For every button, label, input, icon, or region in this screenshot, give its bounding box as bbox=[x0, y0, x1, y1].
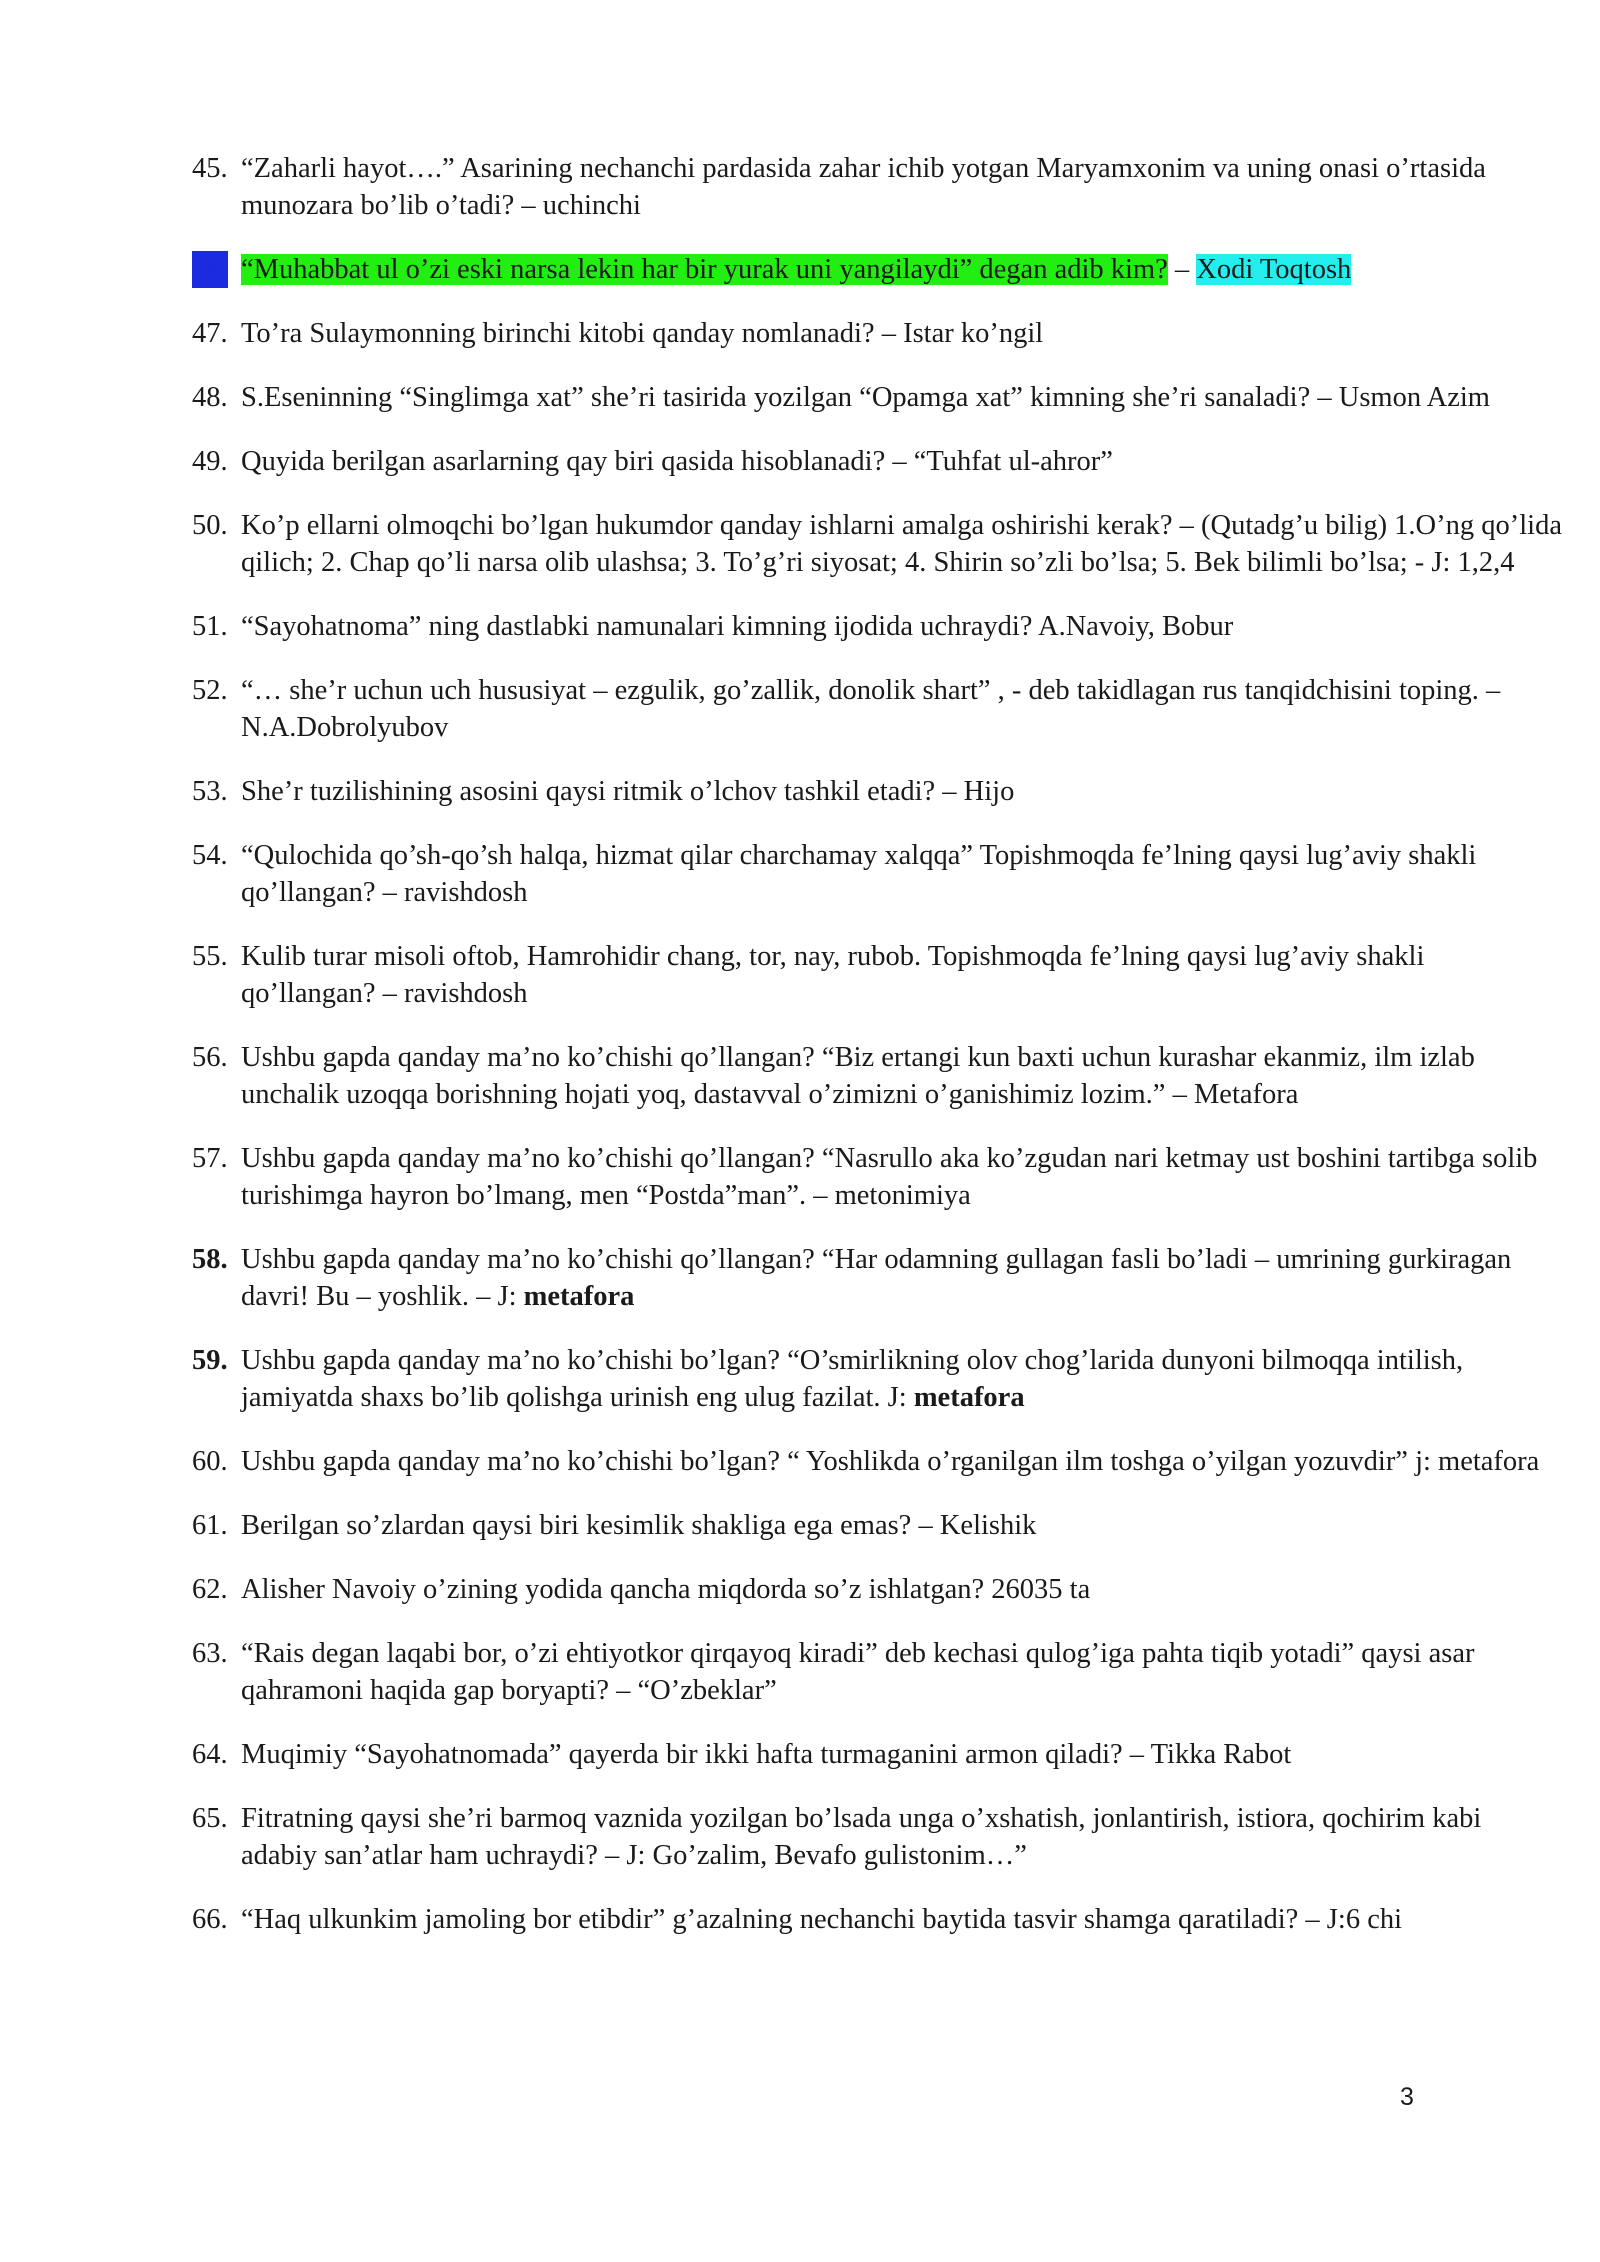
question-text: Berilgan so’zlardan qaysi biri kesimlik shakliga ega emas? – Kelishik bbox=[241, 1510, 1037, 1541]
question-item bbox=[192, 1800, 1562, 1874]
question-number: 49. bbox=[192, 446, 228, 477]
question-item bbox=[192, 1039, 1562, 1113]
question-text: “Rais degan laqabi bor, o’zi ehtiyotkor qirqayoq kiradi” deb kechasi qulog’iga pahta tiqib yotadi” qaysi asar qahramoni haqida gap boryapti? – “O’zbeklar” bbox=[241, 1638, 1475, 1706]
question-number: 63. bbox=[192, 1638, 228, 1669]
question-text: “Haq ulkunkim jamoling bor etibdir” g’azalning nechanchi baytida tasvir shamga qaratiladi? – J:6 chi bbox=[241, 1904, 1403, 1935]
question-list bbox=[192, 150, 1562, 1965]
question-text: Ushbu gapda qanday ma’no ko’chishi qo’llangan? “Biz ertangi kun baxti uchun kurashar ekanmiz, ilm izlab unchalik uzoqqa borishning hojati yoq, dastavval o’zimizni o’ganishimiz lozim.” – Metafora bbox=[241, 1042, 1475, 1110]
question-number: 62. bbox=[192, 1574, 228, 1605]
question-item bbox=[192, 443, 1562, 480]
question-item bbox=[192, 938, 1562, 1012]
question-number: 47. bbox=[192, 318, 228, 349]
question-item bbox=[192, 1901, 1562, 1938]
question-text: Fitratning qaysi she’ri barmoq vaznida yozilgan bo’lsada unga o’xshatish, jonlantirish, istiora, qochirim kabi adabiy san’atlar ham uchraydi? – J: Go’zalim, Bevafo gulistonim…” bbox=[241, 1803, 1482, 1871]
page-number: 3 bbox=[1400, 2083, 1414, 2111]
question-text: “Zaharli hayot….” Asarining nechanchi pardasida zahar ichib yotgan Maryamxonim va uning onasi o’rtasida munozara bo’lib o’tadi? – uchinchi bbox=[241, 153, 1486, 221]
question-text: “Qulochida qo’sh-qo’sh halqa, hizmat qilar charchamay xalqqa” Topishmoqda fe’lning qaysi lug’aviy shakli qo’llangan? – ravishdosh bbox=[241, 840, 1477, 908]
question-number: 50. bbox=[192, 510, 228, 541]
question-number: 56. bbox=[192, 1042, 228, 1073]
question-text: S.Eseninning “Singlimga xat” she’ri tasirida yozilgan “Opamga xat” kimning she’ri sanaladi? – Usmon Azim bbox=[241, 382, 1490, 413]
question-number: 52. bbox=[192, 675, 228, 706]
question-item bbox=[192, 608, 1562, 645]
question-item bbox=[192, 1443, 1562, 1480]
question-text: Ushbu gapda qanday ma’no ko’chishi qo’llangan? “Nasrullo aka ko’zgudan nari ketmay ust boshini tartibga solib turishimga hayron bo’lmang, men “Postda”man”. – metonimiya bbox=[241, 1143, 1538, 1211]
question-number: 58. bbox=[192, 1244, 228, 1275]
question-answer: metafora bbox=[913, 1382, 1025, 1413]
question-number: 61. bbox=[192, 1510, 228, 1541]
question-item bbox=[192, 315, 1562, 352]
question-text: “Sayohatnoma” ning dastlabki namunalari kimning ijodida uchraydi? A.Navoiy, Bobur bbox=[241, 611, 1234, 642]
question-text: To’ra Sulaymonning birinchi kitobi qanday nomlanadi? – Istar ko’ngil bbox=[241, 318, 1044, 349]
question-item bbox=[192, 1635, 1562, 1709]
question-item bbox=[192, 1241, 1562, 1315]
question-item bbox=[192, 379, 1562, 416]
question-number: 53. bbox=[192, 776, 228, 807]
question-item bbox=[192, 150, 1562, 224]
question-text: Alisher Navoiy o’zining yodida qancha miqdorda so’z ishlatgan? 26035 ta bbox=[241, 1574, 1091, 1605]
question-item bbox=[192, 1507, 1562, 1544]
question-number: 46. bbox=[192, 251, 228, 288]
question-number: 48. bbox=[192, 382, 228, 413]
question-number: 45. bbox=[192, 153, 228, 184]
question-answer: metafora bbox=[523, 1281, 635, 1312]
question-item bbox=[192, 1140, 1562, 1214]
question-text: “Muhabbat ul o’zi eski narsa lekin har bir yurak uni yangilaydi” degan adib kim? bbox=[241, 254, 1168, 285]
answer-separator: – bbox=[1167, 254, 1197, 285]
question-text: Quyida berilgan asarlarning qay biri qasida hisoblanadi? – “Tuhfat ul-ahror” bbox=[241, 446, 1113, 477]
question-text: Ushbu gapda qanday ma’no ko’chishi bo’lgan? “ Yoshlikda o’rganilgan ilm toshga o’yilgan yozuvdir” j: metafora bbox=[241, 1446, 1540, 1477]
question-number: 55. bbox=[192, 941, 228, 972]
question-number: 54. bbox=[192, 840, 228, 871]
question-item bbox=[192, 507, 1562, 581]
question-number: 66. bbox=[192, 1904, 228, 1935]
question-number: 65. bbox=[192, 1803, 228, 1834]
question-item bbox=[192, 1571, 1562, 1608]
question-text: Muqimiy “Sayohatnomada” qayerda bir ikki hafta turmaganini armon qiladi? – Tikka Rabot bbox=[241, 1739, 1292, 1770]
question-number: 60. bbox=[192, 1446, 228, 1477]
question-item bbox=[192, 1342, 1562, 1416]
question-text: Ushbu gapda qanday ma’no ko’chishi qo’llangan? “Har odamning gullagan fasli bo’ladi – umrining gurkiragan davri! Bu – yoshlik. – J: bbox=[241, 1244, 1512, 1312]
question-answer: Xodi Toqtosh bbox=[1196, 254, 1352, 285]
question-item-highlighted bbox=[192, 251, 1562, 288]
question-item bbox=[192, 773, 1562, 810]
question-text: She’r tuzilishining asosini qaysi ritmik o’lchov tashkil etadi? – Hijo bbox=[241, 776, 1015, 807]
question-text: Ko’p ellarni olmoqchi bo’lgan hukumdor qanday ishlarni amalga oshirishi kerak? – (Qutadg’u bilig) 1.O’ng qo’lida qilich; 2. Chap qo’li narsa olib ulashsa; 3. To’g’ri siyosat; 4. Shirin so’zli bo’lsa; 5. Bek bilimli bo’lsa; - J: 1,2,4 bbox=[241, 510, 1562, 578]
question-number: 59. bbox=[192, 1345, 228, 1376]
question-item bbox=[192, 1736, 1562, 1773]
question-number: 51. bbox=[192, 611, 228, 642]
question-text: “… she’r uchun uch hususiyat – ezgulik, go’zallik, donolik shart” , - deb takidlagan rus tanqidchisini toping. – N.A.Dobrolyubov bbox=[241, 675, 1501, 743]
question-number: 57. bbox=[192, 1143, 228, 1174]
question-item bbox=[192, 672, 1562, 746]
question-item bbox=[192, 837, 1562, 911]
question-number: 64. bbox=[192, 1739, 228, 1770]
question-text: Kulib turar misoli oftob, Hamrohidir chang, tor, nay, rubob. Topishmoqda fe’lning qaysi lug’aviy shakli qo’llangan? – ravishdosh bbox=[241, 941, 1425, 1009]
question-text: Ushbu gapda qanday ma’no ko’chishi bo’lgan? “O’smirlikning olov chog’larida dunyoni bilmoqqa intilish, jamiyatda shaxs bo’lib qolishga urinish eng ulug fazilat. J: bbox=[241, 1345, 1464, 1413]
